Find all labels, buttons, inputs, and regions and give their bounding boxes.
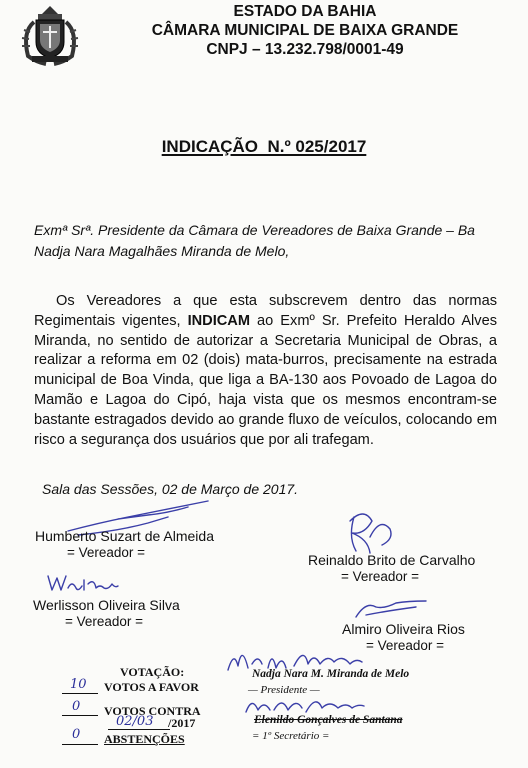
addressee-line-1: Exmª Srª. Presidente da Câmara de Vereadores de Baixa Grande – Ba xyxy=(34,222,475,238)
body-paragraph: Os Vereadores a que esta subscrevem dentro das normas Regimentais vigentes, INDICAM ao Exmº Sr. Prefeito Heraldo Alves Miranda, no sentido de autorizar a Secretaria Municipal de Obras, a realizar a reforma em 02 (dois) mata-burros, precisamente na estrada municipal de Boa Vinda, que liga a BA-130 aos Povoado de Lagoa do Mamão e Lagoa do Cipó, haja vista que os mesmos encontram-se bastante estragados devido ao grande fluxo de veículos, colocando em risco a segurança dos usuários que por ali trafegam. xyxy=(34,293,498,448)
voting-heading: VOTAÇÃO: xyxy=(120,665,185,679)
signatory-role-1: = Vereador = xyxy=(67,545,146,560)
signatory-name-3: Werlisson Oliveira Silva xyxy=(33,597,180,613)
favor-line xyxy=(62,693,98,694)
favor-value: 10 xyxy=(70,677,87,692)
signatory-role-2: = Vereador = xyxy=(341,569,420,584)
president-role: — Presidente — xyxy=(248,684,320,696)
abst-label: ABSTENÇÕES xyxy=(104,732,185,746)
voting-date-value: 02/03 xyxy=(116,714,154,729)
abst-value: 0 xyxy=(72,727,81,742)
contra-value: 0 xyxy=(72,699,81,714)
signatory-role-4: = Vereador = xyxy=(366,638,445,653)
signatory-name-2: Reinaldo Brito de Carvalho xyxy=(308,552,476,568)
abst-line xyxy=(62,744,98,745)
favor-label: VOTOS A FAVOR xyxy=(104,680,199,694)
header-state: ESTADO DA BAHIA xyxy=(233,3,377,20)
signatory-role-3: = Vereador = xyxy=(65,614,144,629)
voting-date-year: /2017 xyxy=(168,716,196,730)
signature-almiro xyxy=(352,597,432,621)
header-cnpj: CNPJ – 13.232.798/0001-49 xyxy=(206,41,404,58)
contra-label: VOTOS CONTRA xyxy=(104,704,201,718)
addressee-line-2: Nadja Nara Magalhães Miranda de Melo, xyxy=(34,243,290,259)
president-name: Nadja Nara M. Miranda de Melo xyxy=(252,668,410,680)
header-chamber: CÂMARA MUNICIPAL DE BAIXA GRANDE xyxy=(151,22,459,39)
date-line xyxy=(108,729,170,730)
secretary-role: = 1º Secretário = xyxy=(252,730,330,742)
signatory-name-1: Humberto Suzart de Almeida xyxy=(35,528,214,544)
secretary-name: Elenildo Gonçalves de Santana xyxy=(254,714,403,726)
coat-of-arms-logo xyxy=(10,2,90,66)
signature-werlisson xyxy=(44,570,124,596)
document-title: INDICAÇÃO N.º 025/2017 xyxy=(161,137,367,156)
contra-line xyxy=(62,715,98,716)
body-verb: INDICAM xyxy=(187,312,251,329)
place-date: Sala das Sessões, 02 de Março de 2017. xyxy=(42,481,299,497)
signatory-name-4: Almiro Oliveira Rios xyxy=(342,621,465,637)
